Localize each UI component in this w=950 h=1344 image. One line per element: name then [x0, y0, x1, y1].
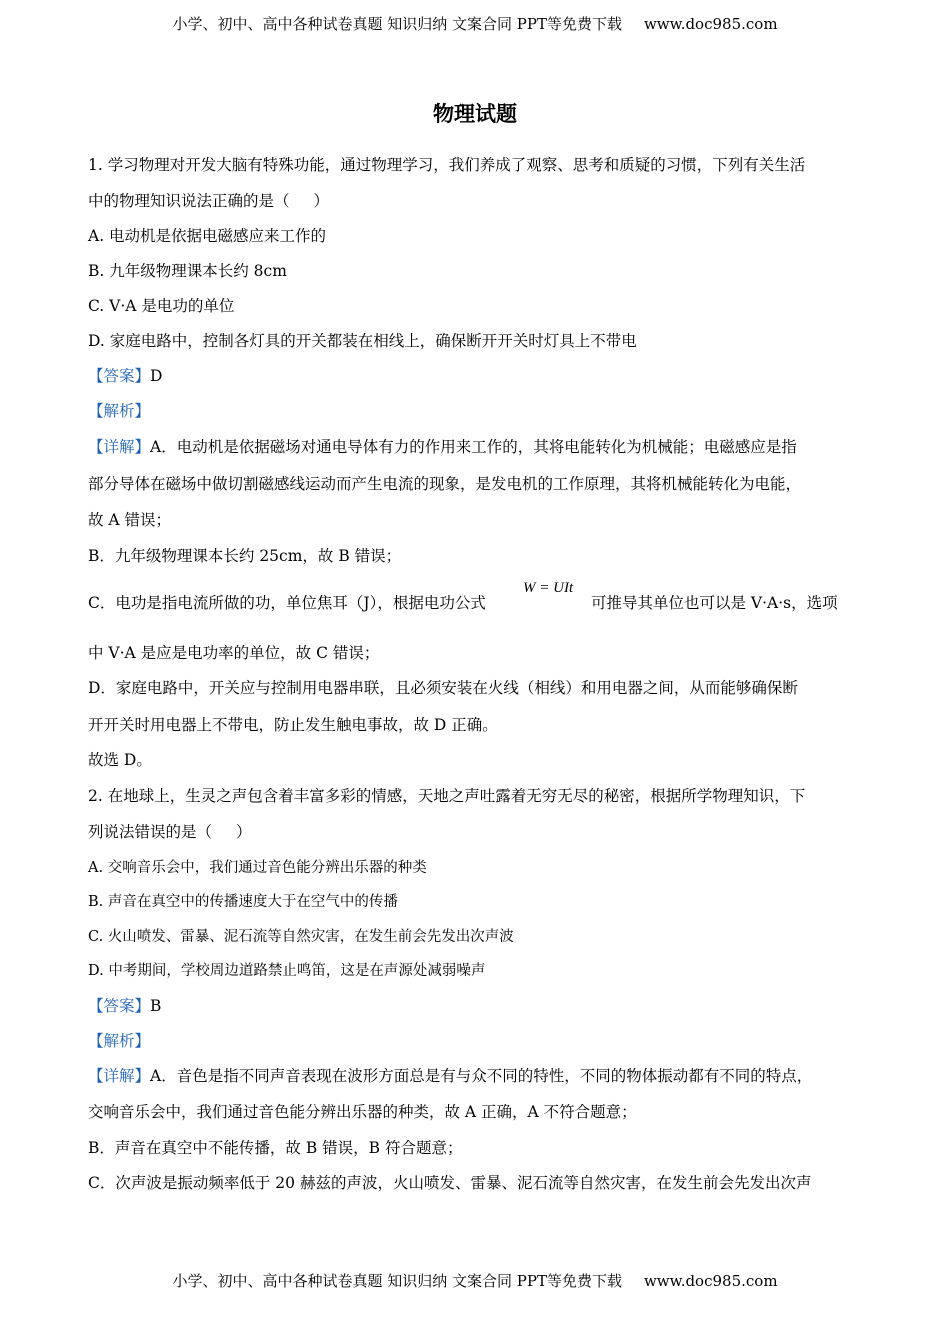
q1-detail-line-5a: C．电功是指电流所做的功，单位焦耳（J），根据电功公式: [88, 594, 486, 612]
q2-detail-line-2: 交响音乐会中，我们通过音色能分辨出乐器的种类，故 A 正确，A 不符合题意；: [88, 1103, 637, 1121]
page-title: 物理试题: [433, 101, 517, 126]
q1-detail-line-8: 开开关时用电器上不带电，防止发生触电事故，故 D 正确。: [88, 716, 498, 734]
q2-stem-line-1: 2. 在地球上，生灵之声包含着丰富多彩的情感，天地之声吐露着无穷无尽的秘密，根据所学物理知识，下: [88, 787, 806, 805]
q1-option-c: C. V·A 是电功的单位: [88, 297, 235, 315]
q2-option-b: B. 声音在真空中的传播速度大于在空气中的传播: [88, 894, 398, 910]
q2-answer-label: 【答案】: [88, 997, 151, 1015]
q1-option-a: A. 电动机是依据电磁感应来工作的: [88, 227, 327, 245]
header-site-link[interactable]: www.doc985.com: [643, 15, 778, 33]
q1-answer-value: D: [150, 367, 163, 385]
q2-detail-line-4: C．次声波是振动频率低于 20 赫兹的声波，火山喷发、雷暴、泥石流等自然灾害，在发生前会先发出次声: [88, 1174, 812, 1192]
q1-detail-line-4: B．九年级物理课本长约 25cm，故 B 错误；: [88, 547, 402, 565]
q2-detail-line-3: B．声音在真空中不能传播，故 B 错误，B 符合题意；: [88, 1139, 463, 1157]
q1-detail-label: 【详解】: [88, 438, 151, 456]
header-text: 小学、初中、高中各种试卷真题 知识归纳 文案合同 PPT等免费下载: [172, 15, 622, 33]
q1-detail-line-9: 故选 D。: [88, 751, 152, 769]
page-header: [0, 13, 950, 34]
q1-detail-line-2: 部分导体在磁场中做切割磁感线运动而产生电流的现象，是发电机的工作原理，其将机械能转化为电能，: [88, 475, 802, 493]
q2-detail-line-1: 【详解】A．音色是指不同声音表现在波形方面总是有与众不同的特性，不同的物体振动都有不同的特点，: [88, 1067, 813, 1085]
q1-stem-line-1: 1. 学习物理对开发大脑有特殊功能，通过物理学习，我们养成了观察、思考和质疑的习惯，下列有关生活: [88, 156, 806, 174]
q1-analysis-label: 【解析】: [88, 402, 151, 420]
q2-option-c: C. 火山喷发、雷暴、泥石流等自然灾害，在发生前会先发出次声波: [88, 929, 514, 945]
q1-detail-line-7: D．家庭电路中，开关应与控制用电器串联，且必须安装在火线（相线）和用电器之间，从而能够确保断: [88, 679, 798, 697]
q2-detail-label: 【详解】: [88, 1067, 151, 1085]
q2-option-d: D. 中考期间，学校周边道路禁止鸣笛，这是在声源处减弱噪声: [88, 963, 486, 979]
q1-detail-line-3: 故 A 错误；: [88, 511, 172, 529]
q1-detail-line-5b: 可推导其单位也可以是 V·A·s，选项: [591, 594, 838, 612]
q1-detail-line-1: 【详解】A．电动机是依据磁场对通电导体有力的作用来工作的，其将电能转化为机械能；电磁感应是指: [88, 438, 797, 456]
q2-analysis-label: 【解析】: [88, 1032, 151, 1050]
q1-answer-label: 【答案】: [88, 367, 151, 385]
q1-formula: W = UIt: [523, 580, 574, 596]
q2-answer-value: B: [150, 997, 162, 1015]
q2-stem-line-2: 列说法错误的是（ ）: [88, 823, 252, 841]
q1-stem-line-2: 中的物理知识说法正确的是（ ）: [88, 192, 330, 210]
page-footer: [0, 1270, 950, 1291]
q1-option-d: D. 家庭电路中，控制各灯具的开关都装在相线上，确保断开开关时灯具上不带电: [88, 332, 637, 350]
q2-answer: [88, 996, 161, 1016]
q1-option-b: B. 九年级物理课本长约 8cm: [88, 262, 287, 280]
footer-text: 小学、初中、高中各种试卷真题 知识归纳 文案合同 PPT等免费下载: [172, 1272, 622, 1290]
q1-answer: [88, 366, 162, 386]
q2-option-a: A. 交响音乐会中，我们通过音色能分辨出乐器的种类: [88, 860, 427, 876]
q1-detail-line-6: 中 V·A 是应是电功率的单位，故 C 错误；: [88, 644, 380, 662]
footer-site-link[interactable]: www.doc985.com: [643, 1272, 778, 1290]
